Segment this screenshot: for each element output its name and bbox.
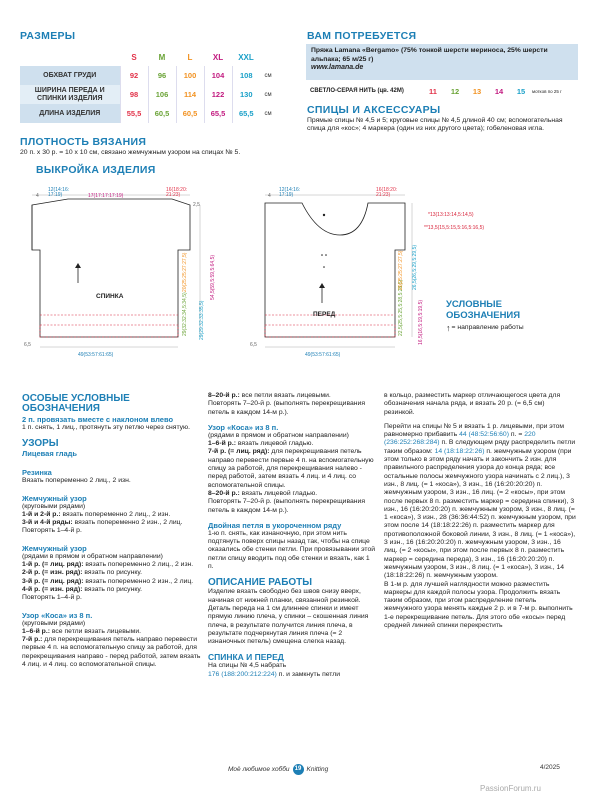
dim-label: 16(18:20: 21:23) bbox=[166, 187, 188, 198]
dim-label: 6,5 bbox=[250, 342, 257, 348]
legend-title: УСЛОВНЫЕ ОБОЗНАЧЕНИЯ bbox=[446, 299, 521, 321]
arrow-up-icon: ↑ bbox=[446, 323, 451, 333]
work-text-2: Деталь переда на 1 см длиннее спинки и имеет прямую линию плеча, у спинки – скошенная линия плеча, в результате получится линия плеча, в результате подчеркнутая линия плеча (= 2 изнаночных петель) смещена слегка назад. bbox=[208, 604, 369, 646]
dim-label: 16,5(16,5:19,5:19,5) bbox=[418, 299, 424, 345]
work-text: Изделие вязать свободно без швов снизу вверх, начиная от нижней планки, связанной резинкой. bbox=[208, 588, 361, 604]
cable-row8: 8–20-й р.: вязать лицевой гладью. bbox=[208, 489, 318, 497]
col2-p1: 8–20-й р.: все петли вязать лицевыми. bbox=[208, 392, 331, 399]
color-unit: мотков по 25 г bbox=[532, 88, 562, 94]
cell: 114 bbox=[176, 85, 204, 104]
special-title: ОСОБЫЕ УСЛОВНЫЕ ОБОЗНАЧЕНИЯ bbox=[22, 393, 130, 414]
legend-label: = направление работы bbox=[451, 324, 524, 331]
patterns-title: УЗОРЫ bbox=[22, 438, 59, 450]
cable-row8b: Повторять 7–20-й р. (выполнять перекрещивания петель в каждом 14-м р.). bbox=[208, 498, 365, 514]
pearl2-sub: (рядами в прямом и обратном направлении) bbox=[22, 552, 163, 560]
special-sub: 2 п. провязать вместе с наклоном влево bbox=[22, 415, 174, 424]
pearl2-title: Жемчужный узор bbox=[22, 543, 87, 553]
col3-t2: Перейти на спицы № 5 и вязать 1 р. лицевыми, при этом равномерно прибавить 44 (48:52:56:60) п. = 220 (236:252:268:284) п. В следующем ряду распределить петли таким образом: 14 (18:18:22:26) п. жемчужным узором (при этом только в этом ряду начать и закончить 2 изн. для правильного распределения узора до конца ряда; все остальные полосы жемчужного узора начинать с 2 лиц.), 3 изн., 8 лиц. (= 1 «коса»), 3 изн., 16 (16:20:20:20) п. жемчужным узором, 3 изн., 16 лиц. (= 2 «косы», при этом после первых 8 п. разместить маркер = середина спинки), 3 изн., 16 (16:20:20:20) п. жемчужным узором, 3 изн., 8 лиц. (= 1 «коса»), 3 изн., 28 (36:36:44:52) п. жемчужным узором, при этом после 14 (18:18:22:26) п. разместить маркер для противоположной боковой линии, 3 изн., 8 лиц. (= 1 «коса»), 3 изн., 16 (16:20:20:20) п. жемчужным узором, 3 изн., 16 лиц. (= 2 «косы», при этом после первых 8 п. разместить маркер = середина переда), 3 изн., 16 (16:20:20:20) п. жемчужным узором, 3 изн., 8 лиц. (= 1 «коса»), 3 изн., 14 (18:18:22:26) п. жемчужным узором. bbox=[384, 422, 576, 580]
watermark: PassionForum.ru bbox=[480, 784, 541, 793]
col2-p1b: Повторять 7–20-й р. (выполнять перекрещивания петель в каждом 14-м р.). bbox=[208, 400, 365, 416]
note-2: **13,5(15,5:15,5:16,5:16,5) bbox=[424, 225, 485, 231]
cable-row1: 1–6-й р.: вязать лицевой гладью. bbox=[208, 440, 314, 448]
size-xl: XL bbox=[212, 52, 224, 62]
cell: 15 bbox=[516, 86, 526, 96]
cable8-row7: 7-й р.: для перекрещивания петель направо перевести первые 4 п. на вспомогательную спицу за работой, для перекрещивания направо - перед работой, затем вязать 4 лиц. и 4 лиц. со вспомогательной спицы. bbox=[22, 636, 201, 669]
footer-magazine bbox=[228, 764, 328, 775]
size-m: M bbox=[158, 52, 166, 62]
pearl2-row3: 3-й р. (= лиц. ряд): вязать попеременно 2 изн., 2 лиц. bbox=[22, 577, 194, 585]
dim-label: 22,5(25,5:25,5:28,5:28,5) bbox=[398, 279, 404, 336]
dim-label: 2,5 bbox=[193, 202, 200, 208]
cable8-row1: 1–6-й р.: все петли вязать лицевыми. bbox=[22, 627, 142, 635]
stockinette-title: Лицевая гладь bbox=[22, 449, 78, 459]
dim-label: 4 bbox=[36, 193, 39, 199]
cable8-sub: (круговыми рядами) bbox=[22, 619, 86, 627]
loop-title: Двойная петля в укороченном ряду bbox=[208, 520, 342, 530]
pearl2-row2: 2-й р. (= изн. ряд): вязать по рисунку. bbox=[22, 569, 142, 577]
rib-title: Резинка bbox=[22, 468, 52, 478]
sizes-title: РАЗМЕРЫ bbox=[20, 30, 76, 42]
color-row bbox=[306, 82, 578, 100]
pearl1-sub: (круговыми рядами) bbox=[22, 502, 86, 510]
table-row bbox=[20, 104, 276, 123]
dim-label: 6,5 bbox=[24, 342, 31, 348]
work-title: ОПИСАНИЕ РАБОТЫ bbox=[208, 577, 313, 589]
sizes-table bbox=[20, 48, 276, 123]
brand-name: Knitting bbox=[306, 766, 329, 773]
tools-text: Прямые спицы № 4,5 и 5; круговые спицы № 4,5 длиной 40 см; вспомогательная спица для «кос»; 4 маркера (один из них другого цвета); гобеленовая игла. bbox=[307, 117, 563, 133]
row-label: ШИРИНА ПЕРЕДА И СПИНКИ ИЗДЕЛИЯ bbox=[20, 85, 120, 104]
size-xxl: XXL bbox=[238, 52, 254, 62]
yarn-text: Пряжа Lamana «Bergamo» (75% тонкой шерсти мериноса, 25% шерсти альпака; 65 м/25 г) bbox=[311, 47, 548, 63]
pearl1-row3: 3-й и 4-й ряды: вязать попеременно 2 изн., 2 лиц. bbox=[22, 519, 183, 527]
dim-label: 20(25:25:27:27,5) bbox=[398, 250, 404, 290]
magazine-name: Моё любимое хобби bbox=[228, 766, 290, 773]
density-text: 20 п. x 30 р. = 10 x 10 см, связано жемчужным узором на спицах № 5. bbox=[20, 149, 241, 156]
dim-label: 12(14:16: 17:19) bbox=[48, 187, 70, 198]
dim-label: 29(32:32:34,5:34,5) bbox=[182, 292, 188, 336]
cable-title: Узор «Коса» из 8 п. bbox=[208, 422, 279, 432]
cell: 14 bbox=[494, 86, 504, 96]
cell: 13 bbox=[472, 86, 482, 96]
cell: 122 bbox=[204, 85, 232, 104]
dim-label: 26,5(26,5:29,5:29,5) bbox=[412, 244, 418, 290]
dim-label: 20(25:25:27:27,5) bbox=[182, 252, 188, 292]
cell: 65,5 bbox=[232, 104, 260, 123]
cell: 92 bbox=[120, 66, 148, 85]
dim-label: 29(29:32:33:35,5) bbox=[199, 300, 205, 340]
yarn-site: www.lamana.de bbox=[311, 64, 364, 71]
cell: 98 bbox=[120, 85, 148, 104]
bf-text-2: 176 (188:200:212:224) п. и замкнуть петли bbox=[208, 670, 341, 678]
cell: 55,5 bbox=[120, 104, 148, 123]
table-row bbox=[20, 66, 276, 85]
pearl1-rep: Повторять 1–4-й р. bbox=[22, 527, 82, 535]
unit: см bbox=[264, 72, 272, 79]
cell: 12 bbox=[450, 86, 460, 96]
table-row bbox=[20, 85, 276, 104]
pearl1-row1: 1-й и 2-й р.: вязать попеременно 2 лиц., 2 изн. bbox=[22, 510, 171, 518]
dim-label: 54,5(59,5:59,5:64,5) bbox=[210, 254, 216, 300]
dim-label: 49(53:57:61:65) bbox=[305, 352, 341, 358]
cell: 11 bbox=[429, 86, 437, 96]
dim-label: 4 bbox=[268, 193, 271, 199]
column-2 bbox=[208, 392, 376, 679]
front-label: ПЕРЕД bbox=[313, 311, 336, 318]
cable-row7: 7-й р. (= лиц. ряд): для перекрещивания петель направо перевести первые 4 п. на вспомогательную спицу за работой, для перекрещивания налево - перед работой, затем вязать 4 лиц. и 4 лиц. со вспомогательной спицы. bbox=[208, 448, 374, 489]
back-piece bbox=[32, 199, 190, 337]
size-s: S bbox=[131, 52, 137, 62]
row-label: ОБХВАТ ГРУДИ bbox=[20, 66, 120, 85]
back-label: СПИНКА bbox=[96, 293, 124, 300]
cell: 96 bbox=[148, 66, 176, 85]
unit: см bbox=[264, 110, 272, 117]
cell: 60,5 bbox=[176, 104, 204, 123]
page-number: 19 bbox=[293, 764, 304, 775]
pearl1-title: Жемчужный узор bbox=[22, 493, 87, 503]
pearl2-row4: 4-й р. (= изн. ряд): вязать по рисунку. bbox=[22, 585, 142, 593]
cell: 130 bbox=[232, 85, 260, 104]
color-label: СВЕТЛО-СЕРАЯ НИТЬ (цв. 42М) bbox=[310, 88, 404, 94]
cell: 100 bbox=[176, 66, 204, 85]
cell: 104 bbox=[204, 66, 232, 85]
cell: 108 bbox=[232, 66, 260, 85]
tools-title: СПИЦЫ И АКСЕССУАРЫ bbox=[307, 104, 441, 116]
yarn-box bbox=[306, 44, 578, 80]
dim-label: 16(18:20: 21:23) bbox=[376, 187, 398, 198]
note-1: *13(13:13:14,5:14,5) bbox=[428, 212, 474, 218]
special-text: 1 п. снять, 1 лиц., протянуть эту петлю через снятую. bbox=[22, 424, 191, 431]
size-l: L bbox=[187, 52, 193, 62]
cable8-title: Узор «Коса» из 8 п. bbox=[22, 610, 93, 620]
legend-item bbox=[446, 324, 524, 332]
needs-title: ВАМ ПОТРЕБУЕТСЯ bbox=[307, 30, 417, 42]
dim-label: 12(14:16: 17:19) bbox=[279, 187, 301, 198]
cell: 60,5 bbox=[148, 104, 176, 123]
dim-label: 17(17:17:17:19) bbox=[88, 193, 124, 199]
column-3 bbox=[384, 392, 576, 630]
cable-sub: (рядами в прямом и обратном направлении) bbox=[208, 431, 349, 439]
column-1 bbox=[22, 394, 202, 669]
cell: 65,5 bbox=[204, 104, 232, 123]
col3-t1: в кольцо, разместить маркер отличающегося цвета для обозначения начала ряда, и вязать 20 р. (= 6,5 см) резинкой. bbox=[384, 392, 561, 416]
loop-text: 1-ю п. снять, как изнаночную, при этом нить подтянуть поверх спицы назад так, чтобы на спице оказались обе стенки петли. При провязывании этой петли спицу вводить под обе стенки и вязать, как 1 п. bbox=[208, 529, 376, 571]
pattern-title: ВЫКРОЙКА ИЗДЕЛИЯ bbox=[36, 164, 156, 176]
issue-number: 4/2025 bbox=[540, 764, 560, 771]
pearl2-row1: 1-й р. (= лиц. ряд): вязать попеременно 2 лиц., 2 изн. bbox=[22, 561, 194, 569]
pearl2-rep: Повторять 1–4-й р. bbox=[22, 594, 82, 602]
row-label: ДЛИНА ИЗДЕЛИЯ bbox=[20, 104, 120, 123]
density-title: ПЛОТНОСТЬ ВЯЗАНИЯ bbox=[20, 136, 147, 148]
col3-t3: В 1-м р. для лучшей наглядности можно разместить маркеры для каждой полосы узора. Продолжить вязать таким образом, при этом распределение петель жемчужного узора менять каждые 2 р. и в 7-м р. выполнить 1-е перекрещивание петель. Для этого обе «косы» перед средней линией спинки перекрестить bbox=[384, 580, 573, 630]
cell: 106 bbox=[148, 85, 176, 104]
bf-text-1: На спицы № 4,5 набрать bbox=[208, 662, 287, 670]
back-front-title: СПИНКА И ПЕРЕД bbox=[208, 652, 284, 663]
unit: см bbox=[264, 91, 272, 98]
rib-text: Вязать попеременно 2 лиц., 2 изн. bbox=[22, 477, 131, 485]
dim-label: 49(53:57:61:65) bbox=[78, 352, 114, 358]
